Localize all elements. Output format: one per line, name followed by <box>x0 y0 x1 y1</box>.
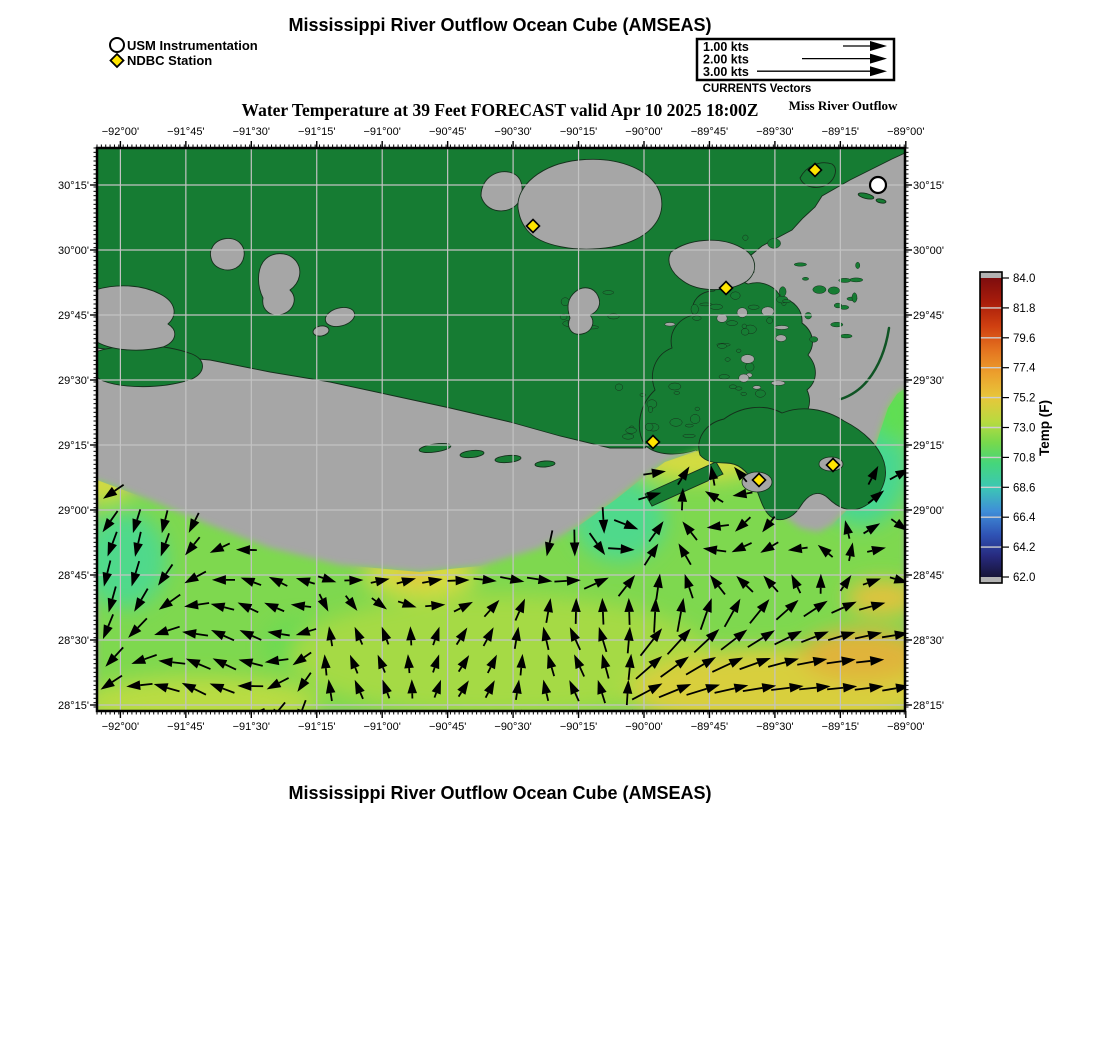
current-vector <box>598 709 613 734</box>
x-axis-label-bottom: −89°45' <box>690 721 729 733</box>
x-axis-label-top: −90°45' <box>428 126 467 138</box>
station-legend <box>110 38 258 68</box>
colorbar-tick-label: 66.4 <box>1013 512 1036 525</box>
colorbar-tick-label: 84.0 <box>1013 273 1036 285</box>
usm-circle-icon <box>110 38 124 52</box>
x-axis-label-top: −89°15' <box>821 126 860 138</box>
y-axis-label-right: 30°00' <box>913 245 944 257</box>
x-axis-label-top: −90°00' <box>625 126 663 138</box>
x-axis-label-bottom: −89°30' <box>756 721 794 733</box>
y-axis-label-right: 30°15' <box>913 180 944 192</box>
x-axis-label-bottom: −91°30' <box>232 721 271 733</box>
currents-legend-caption: CURRENTS Vectors <box>702 83 812 95</box>
y-axis-label-left: 29°45' <box>58 310 89 322</box>
x-axis-label-top: −89°30' <box>756 126 794 138</box>
colorbar-tick-label: 81.8 <box>1013 302 1036 315</box>
currents-row-label: 3.00 kts <box>703 65 749 80</box>
colorbar-axis-label: Temp (F) <box>1037 400 1052 456</box>
x-axis-label-bottom: −90°00' <box>625 721 663 733</box>
x-axis-label-bottom: −89°00' <box>887 721 925 733</box>
x-axis-label-bottom: −91°00' <box>363 721 401 733</box>
y-axis-label-left: 28°30' <box>58 635 89 647</box>
x-axis-label-top: −89°45' <box>690 126 729 138</box>
plot-subtitle: Water Temperature at 39 Feet FORECAST valid Apr 10 2025 18:00Z <box>241 100 759 120</box>
usm-instrumentation-marker <box>870 177 886 193</box>
colorbar-tick-label: 62.0 <box>1013 572 1036 584</box>
y-axis-label-right: 29°15' <box>913 440 944 452</box>
ndbc-legend-label: NDBC Station <box>127 53 213 68</box>
colorbar-tick-label: 64.2 <box>1013 542 1036 555</box>
x-axis-label-bottom: −90°45' <box>428 721 467 733</box>
x-axis-label-top: −90°15' <box>559 126 598 138</box>
y-axis-label-left: 29°00' <box>58 505 89 517</box>
y-axis-label-left: 28°45' <box>58 570 89 582</box>
current-vector <box>402 709 413 730</box>
colorbar-tick-label: 77.4 <box>1013 362 1036 375</box>
colorbar-tick-label: 73.0 <box>1013 422 1036 435</box>
x-axis-label-top: −92°00' <box>101 126 140 138</box>
currents-row-label: 2.00 kts <box>703 52 749 67</box>
map-area <box>68 148 930 734</box>
y-axis-label-left: 28°15' <box>58 700 89 712</box>
x-axis-label-top: −91°00' <box>363 126 401 138</box>
colorbar-tick-label: 79.6 <box>1013 332 1036 345</box>
colorbar <box>980 272 1052 584</box>
colorbar-tick-label: 68.6 <box>1013 482 1036 495</box>
x-axis-label-top: −90°30' <box>494 126 532 138</box>
y-axis-label-left: 30°00' <box>58 245 89 257</box>
x-axis-label-bottom: −90°30' <box>494 721 532 733</box>
colorbar-tick-label: 70.8 <box>1013 452 1036 465</box>
x-axis-label-top: −91°45' <box>167 126 205 138</box>
region-note: Miss River Outflow <box>788 98 898 113</box>
y-axis-label-right: 29°30' <box>913 375 944 387</box>
x-axis-label-top: −89°00' <box>887 126 925 138</box>
x-axis-label-bottom: −90°15' <box>559 721 598 733</box>
x-axis-label-bottom: −91°45' <box>167 721 205 733</box>
lake-pontchartrain <box>518 159 662 249</box>
y-axis-label-right: 28°15' <box>913 700 944 712</box>
y-axis-label-left: 30°15' <box>58 180 89 192</box>
y-axis-label-right: 29°45' <box>913 310 944 322</box>
colorbar-tick-label: 75.2 <box>1013 392 1036 405</box>
x-axis-label-bottom: −89°15' <box>821 721 860 733</box>
west-bay <box>91 286 174 350</box>
y-axis-label-left: 29°30' <box>58 375 89 387</box>
y-axis-label-right: 29°00' <box>913 505 944 517</box>
x-axis-label-bottom: −92°00' <box>101 721 140 733</box>
colorbar-top-cap <box>980 272 1002 278</box>
page-title: Mississippi River Outflow Ocean Cube (AMSEAS) <box>288 15 712 35</box>
y-axis-label-right: 28°30' <box>913 635 944 647</box>
x-axis-label-bottom: −91°15' <box>298 721 336 733</box>
currents-legend <box>697 39 894 95</box>
colorbar-bottom-cap <box>980 577 1002 583</box>
ndbc-diamond-icon <box>111 54 124 67</box>
y-axis-label-right: 28°45' <box>913 570 944 582</box>
y-axis-label-left: 29°15' <box>58 440 89 452</box>
currents-row-label: 1.00 kts <box>703 40 749 54</box>
x-axis-label-top: −91°30' <box>232 126 271 138</box>
bottom-title: Mississippi River Outflow Ocean Cube (AMSEAS) <box>288 783 712 803</box>
x-axis-label-top: −91°15' <box>298 126 336 138</box>
usm-legend-label: USM Instrumentation <box>127 38 258 53</box>
